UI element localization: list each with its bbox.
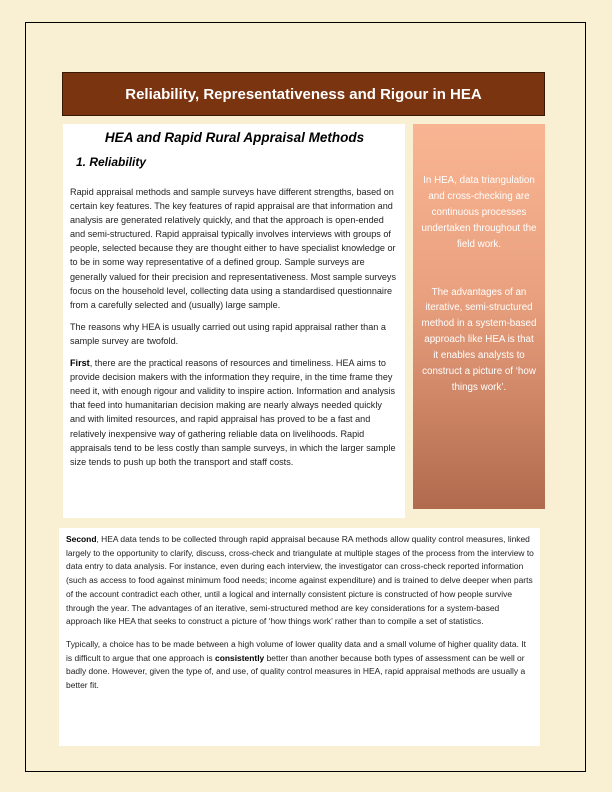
callout-quote-advantages: The advantages of an iterative, semi-structured method in a system-based approach like HEA is that it enables analysts to construct a picture of ‘how things work’. bbox=[421, 286, 537, 393]
callout-box bbox=[413, 124, 545, 509]
consistently-word: consistently bbox=[215, 652, 265, 663]
first-lead: First bbox=[70, 358, 90, 369]
bottom-text-panel bbox=[59, 528, 540, 746]
subsection-title: 1. Reliability bbox=[76, 155, 147, 169]
callout-quote-triangulation: In HEA, data triangulation and cross-checking are continuous processes undertaken throughout the field work. bbox=[421, 175, 537, 250]
page-banner bbox=[62, 72, 545, 116]
left-text-panel bbox=[63, 124, 405, 518]
banner-title: Reliability, Representativeness and Rigour in HEA bbox=[125, 85, 482, 103]
paragraph-reasons: The reasons why HEA is usually carried out using rapid appraisal rather than a sample survey are twofold. bbox=[70, 321, 386, 346]
first-body: , there are the practical reasons of resources and timeliness. HEA aims to provide decision makers with the information they require, in the time frame they need it, with enough rigour and validity to inspire action. Information and analysis that feed into humanitarian decision making are nearly always needed quickly and with limited resources, and rapid appraisal has proved to be a fast and relatively inexpensive way of gathering reliable data on livelihoods. Rapid appraisals tend to be less costly than sample surveys, in which the larger sample size tends to push up both the transport and staff costs. bbox=[70, 358, 396, 467]
paragraph-strengths: Rapid appraisal methods and sample surveys have different strengths, based on certain key features. The key features of rapid appraisal are that information and analysis are generated relatively quickly, and that the approach is open-ended and semi-structured. Rapid appraisal typically involves interviews with groups of people, selected because they are thought either to have specialist knowledge or to be in some way representative of a defined group. Sample surveys are generally valued for their precision and representativeness. Most sample surveys focus on the household level, collecting data using a standardised questionnaire from a carefully selected and (usually) large sample. bbox=[70, 187, 397, 310]
second-lead: Second bbox=[66, 534, 97, 544]
typically-end: better than another because both types of assessment can be well or badly done. However, given the type of, and use, of quality control measures in HEA, rapid appraisal methods are usually a better fit. bbox=[66, 652, 526, 691]
paragraph-second-reason bbox=[66, 533, 534, 629]
second-body: , HEA data tends to be collected through rapid appraisal because RA methods allow quality control measures, linked largely to the opportunity to clarify, discuss, cross-check and triangulate at multiple stages of the process from the interview to data entry to data analysis. For instance, even during each interview, the investigator can cross-check reported information (such as access to food against minimum food needs; income against expenditure) and is trained to delve deeper when parts of the account contradict each other, until a logical and internally consistent picture is constructed of how people survive through the year. The advantages of an iterative, semi-structured method are key considerations for a system-based approach like HEA that seeks to construct a picture of ‘how things work’ rather than to compile a set of statistics. bbox=[66, 534, 534, 627]
typically-start: Typically, a choice has to be made between a high volume of lower quality data and a small volume of higher quality data. It is difficult to argue that one approach is bbox=[66, 638, 526, 663]
paragraph-typically bbox=[66, 638, 534, 693]
paragraph-first-reason bbox=[70, 356, 399, 469]
section-title: HEA and Rapid Rural Appraisal Methods bbox=[104, 130, 365, 145]
